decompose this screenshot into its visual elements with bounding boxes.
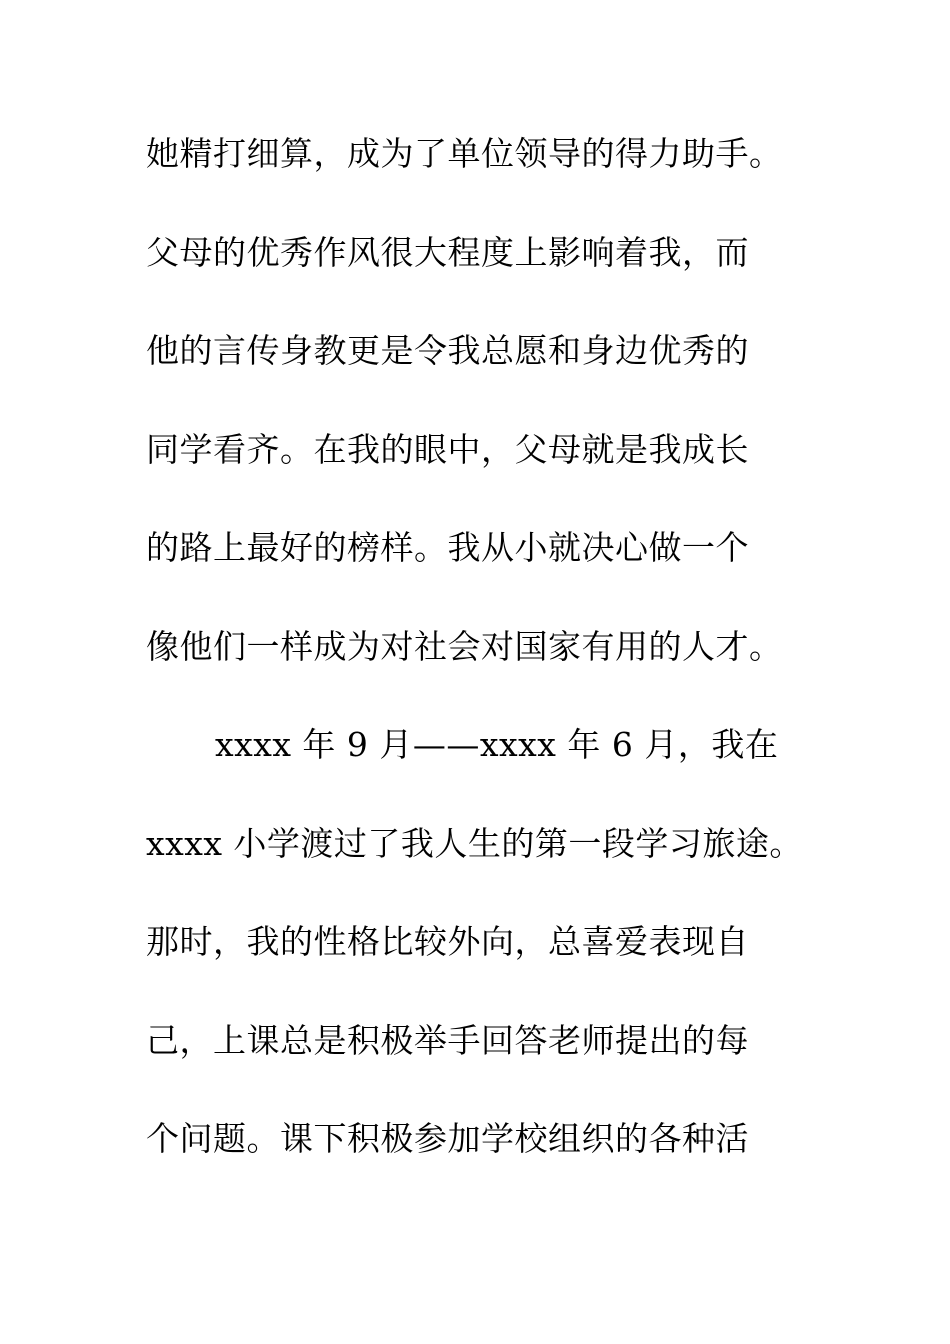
- text-line: 个问题。课下积极参加学校组织的各种活: [146, 1119, 749, 1158]
- text-line: 同学看齐。在我的眼中，父母就是我成长: [146, 429, 749, 469]
- paragraph-start-line: xxxx 年 9 月——xxxx 年 6 月，我在: [215, 725, 779, 764]
- text-line: 己，上课总是积极举手回答老师提出的每: [146, 1020, 749, 1060]
- text-line: xxxx 小学渡过了我人生的第一段学习旅途。: [146, 823, 803, 863]
- text-line: 那时，我的性格比较外向，总喜爱表现自: [146, 922, 749, 961]
- text-line: 她精打细算，成为了单位领导的得力助手。: [146, 134, 783, 173]
- text-line: 的路上最好的榜样。我从小就决心做一个: [146, 528, 749, 567]
- text-line: 父母的优秀作风很大程度上影响着我，而: [146, 232, 749, 272]
- body-text: [146, 124, 846, 1208]
- text-line: 他的言传身教更是令我总愿和身边优秀的: [146, 331, 749, 370]
- text-line: 像他们一样成为对社会对国家有用的人才。: [146, 626, 783, 666]
